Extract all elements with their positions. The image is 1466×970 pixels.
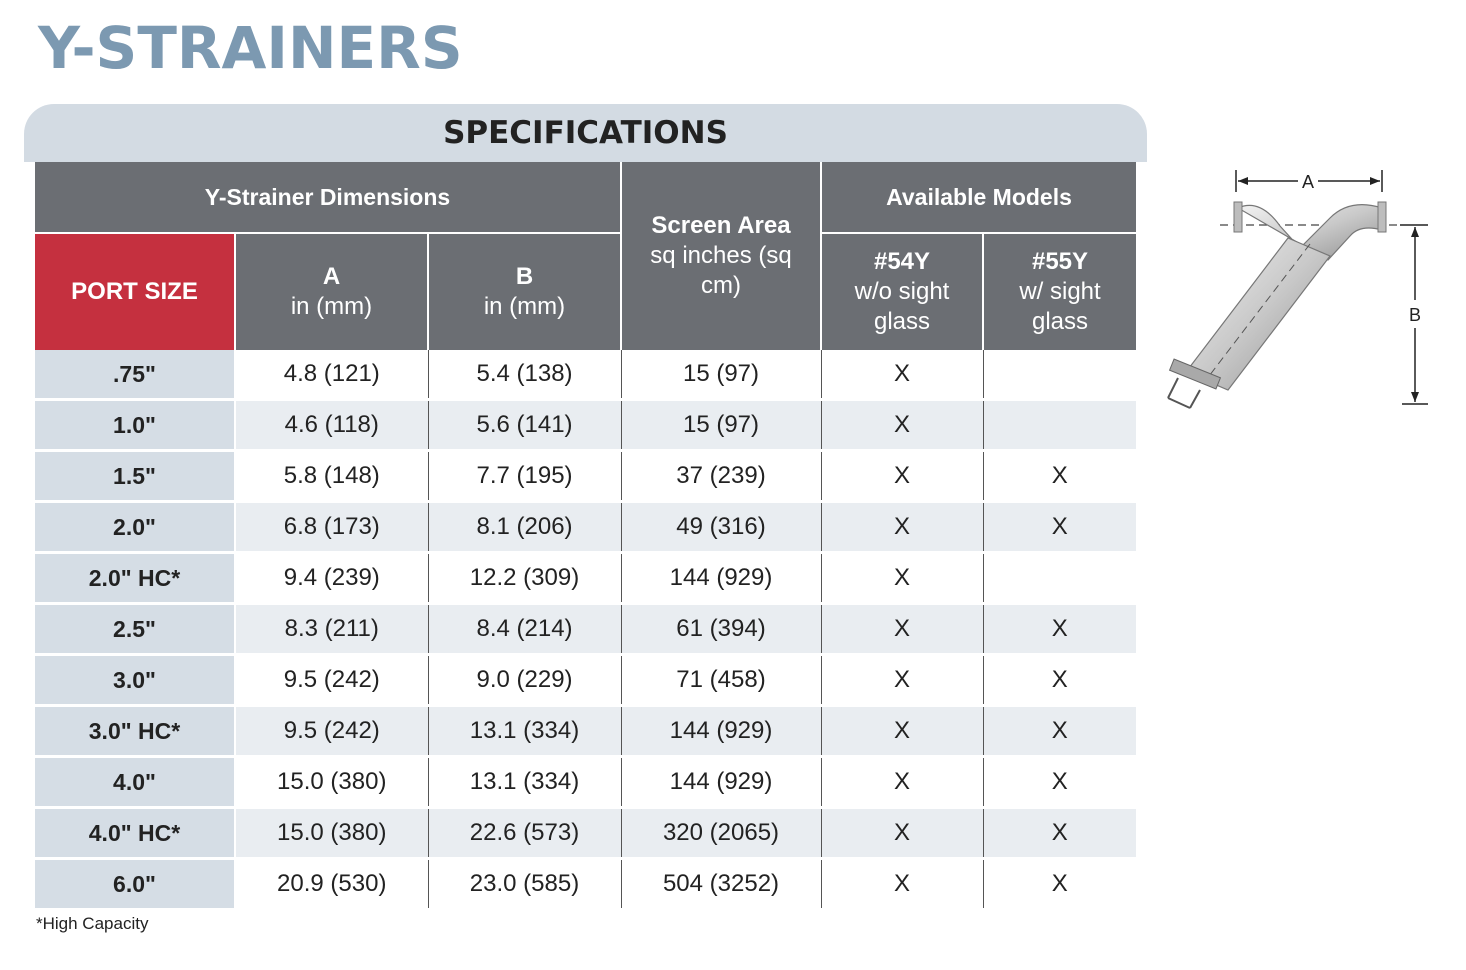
model-55y-cell (983, 553, 1136, 604)
model-55y-cell (983, 400, 1136, 451)
model-54y-cell: X (821, 604, 983, 655)
dimensions-header: Y-Strainer Dimensions (35, 162, 621, 233)
dimension-a-cell: 5.8 (148) (235, 451, 428, 502)
port-size-cell: .75" (35, 350, 235, 400)
model-55y-header: #55Y w/ sight glass (983, 233, 1136, 350)
port-size-cell: 3.0" (35, 655, 235, 706)
dimension-a-label: A (1301, 172, 1315, 192)
dimension-b-cell: 5.6 (141) (428, 400, 621, 451)
specifications-title: SPECIFICATIONS (443, 115, 728, 151)
specifications-banner (24, 104, 1147, 162)
model-55y-cell (983, 350, 1136, 400)
table-row (35, 400, 1136, 451)
screen-area-cell: 49 (316) (621, 502, 821, 553)
screen-area-cell: 61 (394) (621, 604, 821, 655)
table-row (35, 655, 1136, 706)
model-55y-cell: X (983, 706, 1136, 757)
port-size-cell: 1.5" (35, 451, 235, 502)
model-54y-cell: X (821, 350, 983, 400)
model-54y-cell: X (821, 502, 983, 553)
model-55y-cell: X (983, 451, 1136, 502)
dimension-a-cell: 15.0 (380) (235, 757, 428, 808)
screen-area-cell: 71 (458) (621, 655, 821, 706)
model-55y-cell: X (983, 502, 1136, 553)
model-54y-cell: X (821, 859, 983, 910)
model-55y-cell: X (983, 808, 1136, 859)
port-size-header: PORT SIZE (35, 233, 235, 350)
specifications-table (35, 162, 1136, 911)
inlet-ferrule (1234, 202, 1242, 232)
screen-area-cell: 15 (97) (621, 400, 821, 451)
dimension-b-cell: 8.1 (206) (428, 502, 621, 553)
port-size-cell: 3.0" HC* (35, 706, 235, 757)
table-row (35, 706, 1136, 757)
dimension-a-cell: 20.9 (530) (235, 859, 428, 910)
model-55y-cell: X (983, 655, 1136, 706)
dimension-b-cell: 13.1 (334) (428, 706, 621, 757)
port-size-cell: 1.0" (35, 400, 235, 451)
page-title: Y-STRAINERS (38, 14, 463, 82)
available-models-header: Available Models (821, 162, 1136, 233)
clamp-handle (1168, 378, 1200, 408)
model-55y-cell: X (983, 859, 1136, 910)
dimension-b-cell: 9.0 (229) (428, 655, 621, 706)
dimension-a-cell: 15.0 (380) (235, 808, 428, 859)
dimension-a-arrow-right (1370, 177, 1380, 185)
dimension-b-cell: 22.6 (573) (428, 808, 621, 859)
table-row (35, 757, 1136, 808)
dimension-b-arrow-bottom (1411, 392, 1419, 402)
model-54y-cell: X (821, 757, 983, 808)
dimension-a-cell: 9.5 (242) (235, 706, 428, 757)
screen-area-cell: 320 (2065) (621, 808, 821, 859)
y-strainer-diagram (1160, 168, 1430, 413)
table-row (35, 502, 1136, 553)
footnote: *High Capacity (36, 914, 149, 933)
model-55y-cell: X (983, 604, 1136, 655)
screen-area-cell: 144 (929) (621, 706, 821, 757)
dimension-a-header: A in (mm) (235, 233, 428, 350)
port-size-cell: 4.0" (35, 757, 235, 808)
table-row (35, 350, 1136, 400)
table-row (35, 604, 1136, 655)
table-row (35, 451, 1136, 502)
dimension-a-cell: 9.5 (242) (235, 655, 428, 706)
dimension-b-cell: 8.4 (214) (428, 604, 621, 655)
dimension-b-cell: 12.2 (309) (428, 553, 621, 604)
port-size-cell: 6.0" (35, 859, 235, 910)
dimension-b-cell: 23.0 (585) (428, 859, 621, 910)
port-size-cell: 2.5" (35, 604, 235, 655)
table-row (35, 808, 1136, 859)
screen-area-cell: 37 (239) (621, 451, 821, 502)
model-54y-cell: X (821, 451, 983, 502)
screen-area-cell: 144 (929) (621, 553, 821, 604)
outlet-ferrule (1378, 202, 1386, 232)
dimension-a-cell: 6.8 (173) (235, 502, 428, 553)
dimension-b-cell: 5.4 (138) (428, 350, 621, 400)
screen-area-header: Screen Area sq inches (sq cm) (621, 162, 821, 350)
dimension-b-cell: 13.1 (334) (428, 757, 621, 808)
model-54y-cell: X (821, 655, 983, 706)
model-54y-header: #54Y w/o sight glass (821, 233, 983, 350)
dimension-a-cell: 8.3 (211) (235, 604, 428, 655)
port-size-cell: 2.0" (35, 502, 235, 553)
screen-area-cell: 144 (929) (621, 757, 821, 808)
table-row (35, 859, 1136, 910)
dimension-b-arrow-top (1411, 227, 1419, 237)
model-54y-cell: X (821, 808, 983, 859)
dimension-a-arrow-left (1238, 177, 1248, 185)
table-row (35, 553, 1136, 604)
dimension-b-header: B in (mm) (428, 233, 621, 350)
model-54y-cell: X (821, 553, 983, 604)
model-54y-cell: X (821, 400, 983, 451)
dimension-a-cell: 9.4 (239) (235, 553, 428, 604)
strainer-body (1168, 202, 1386, 408)
dimension-a-cell: 4.8 (121) (235, 350, 428, 400)
screen-area-cell: 504 (3252) (621, 859, 821, 910)
dimension-b-cell: 7.7 (195) (428, 451, 621, 502)
model-54y-cell: X (821, 706, 983, 757)
port-size-cell: 2.0" HC* (35, 553, 235, 604)
screen-area-cell: 15 (97) (621, 350, 821, 400)
dimension-a-cell: 4.6 (118) (235, 400, 428, 451)
strainer-leg (1186, 238, 1330, 390)
port-size-cell: 4.0" HC* (35, 808, 235, 859)
dimension-b-label: B (1408, 305, 1422, 325)
model-55y-cell: X (983, 757, 1136, 808)
